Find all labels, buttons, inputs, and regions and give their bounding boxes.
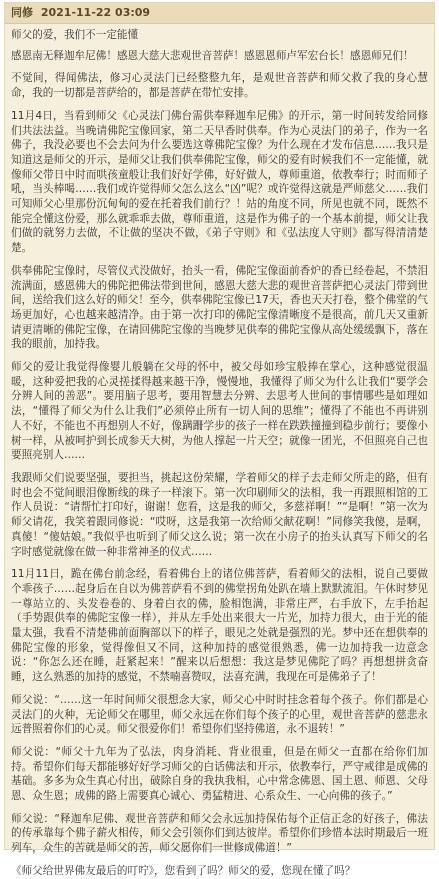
paragraph-nov11: 11月11日，跪在佛台前念经，看着佛台上的诸位佛菩萨，看着师父的法相，说自己要做个乖孩子……起身后在自以为佛菩萨看不到的佛堂拐角处趴在墙上默默流泪。午休时梦见一尊站立的、头发卷卷的、身着白衣的佛，脸相饱满，非常庄严，右手放下，左手抬起（手势跟供奉的佛陀宝像一样），并从左手处出来很大一片光，加持力很大，由于光的能量太强，我看不清楚佛前面胸部以下的样子，眼见之处就是强烈的光。梦中还在想供奉的佛陀宝像的形象，觉得像但又不同，这种加持的感觉很熟悉，佛一边加持我一边意念说：“你怎么还在睡，赶紧起来！”醒来以后想想：我这是梦见佛陀了吗？再想想拼贪奋睡，这么熟悉的加持的感觉，不禁喃喜赞叹，法喜充满，我现在可是佛弟子了！ [11,568,428,684]
paragraph-gratitude: 感恩南无释迦牟尼佛！感恩大慈大悲观世音菩萨！感恩恩师卢军宏台长！感恩师兄们！ [11,49,414,62]
paragraph-nov4: 11月4日，当看到师父《心灵法门佛台需供奉释迦牟尼佛》的开示，第一时间转发给同修们共法法益。当晚请佛陀宝像回家，第二天早香时供奉。作为心灵法门的弟子，作为一名佛子，我没必要也不会去问为什么要选这尊佛陀宝像？为什么现在才发布信息……我只是知道这是师父的开示，是师父让我们供奉佛陀宝像，师父的爱有时候我们不一定能懂，就像师父带日中时而哄孩童般让我们好好学佛，好好做人，尊师重道，依教奉行；时而师子吼，当头棒喝……我们或许觉得师父怎么这么“凶”呢？或许觉得这就是严师慈父……我们可知师父心里那份沉甸甸的爱在托着我们前行？！站的角度不同，所见也就不同，既然不能完全懂这份爱，那么就乖乖去做，尊师重道，这是作为佛子的一个基本前提，师父让我们做的就努力去做，不让做的坚决不做，《弟子守则》和《弘法度人守则》都写得清清楚楚。 [11,109,428,255]
post-datetime: 2021-11-22 03:09 [40,6,151,19]
post-header [5,3,434,24]
author-name[interactable]: 同修 [11,6,33,19]
paragraph-masters-love: 师父的爱让我觉得像婴儿般躺在父母的怀中，被父母如珍宝般捧在掌心，这种感觉很温暖，这种爱把我的心灵搓揉得越来越干净，慢慢地，我懂得了师父为什么让我们“要学会分辨人间的善恶”。要用脑子思考，要用智慧去分辨、去思考人世间的事情哪些是如理如法，“懂得了师父为什么让我们”必须停止所有一切人间的思维”；懂得了不能也不再讲别人不好，不能也不再想别人不好，像蹒跚学步的孩子一样在跌跌撞撞到稳步前行；要像小树一样，从被呵护到长成参天大树，为他人撑起一片天空；就像一团光，不但照亮自己也要照亮别人…… [11,361,428,462]
paragraph-buddha-image: 供奉佛陀宝像时，尽管仪式没做好，抬头一看，佛陀宝像面前香炉的香已经卷起，不禁泪流满面，感恩佛大的佛陀把佛法带到世间，感恩大慈大悲的观世音菩萨把心灵法门带到世间，送给我们这么好的师父！至今，供奉佛陀宝像已17天，香也天天打卷，整个佛堂的气场更加好，心也越来越清净。由于第一次打印的佛陀宝像清晰度不是很高，前几天又重新请更清晰的佛陀宝像，在请回佛陀宝像的当晚梦见供奉的佛陀宝像从高处缓缓飘下，落在我的眼前，加持我。 [11,264,428,351]
post-title-line: 师父的爱，我们不一定能懂 [11,29,139,41]
post-card [4,2,435,877]
quote-master-1: 师父说：“……这一年时间师父很想念大家，师父心中时时挂念着每个孩子。你们都是心灵法门的火种，无论师父在哪里，师父永远在你们每个孩子的心里，观世音菩萨的慈悲永远普照着你们的心灵。师父很爱你们！希望你们坚持佛道，永不退转！” [11,693,428,736]
paragraph-intro: 不觉间，得闻佛法，修习心灵法门已经整整九年，是观世音菩萨和师父救了我的身心慧命，我的一切都是菩萨给的，都是菩萨在带忙安排。 [11,72,428,100]
quote-master-2: 师父说：“师父十九年为了弘法，肉身消耗、背业很重，但是在师父一直都在给你们加持。希望你们每天都能够好好学习师父的白话佛法和开示，依教奉行，严守戒律是成佛的基础。多多为众生真心付出，破除自身的我执我相，心中常念佛恩、国土恩、师恩、父母恩、众生恩；成佛的路上需要真心诚心、勇猛精进、心系众生、一心向佛的孩子。” [11,745,428,803]
post-body [5,24,434,879]
paragraph-be-strong: 我跟师父们说要坚强，要担当，挑起这份荣耀，学着师父的样子去走师父所走的路，但有时也会不觉间眼泪像断线的珠子一样滚下。第一次印刷师父的法相，我一再跟照相馆的工作人员说：“请帮忙打印好，谢谢！您看，这是我的师父，多慈祥啊！”“是啊！”第一次为师父请花，我笑着跟同修说：“哎呀，这是我第一次给师父献花啊！”同修笑我傻，是啊，真傻！“傻姑娘。”我似乎也听到了师父这么说；第一次在小房子的抬头认真写下师父的名字时感觉就像在做一种非常神圣的仪式…… [11,471,428,558]
closing-line: 《师父给世界佛友最后的叮咛》，您看到了吗？师父的爱，您现在懂了吗？ [11,864,356,877]
quote-master-3: 师父说：“释迦牟尼佛、观世音菩萨和师父会永远加持保佑每个正信正念的好孩子，佛法的传承靠每个佛子薪火相传，师父会引领你们到达彼岸。希望你们珍惜本法时期最后一班列车，众生的苦就是师父的苦，师父愿你们一世修成佛道！” [11,812,428,855]
